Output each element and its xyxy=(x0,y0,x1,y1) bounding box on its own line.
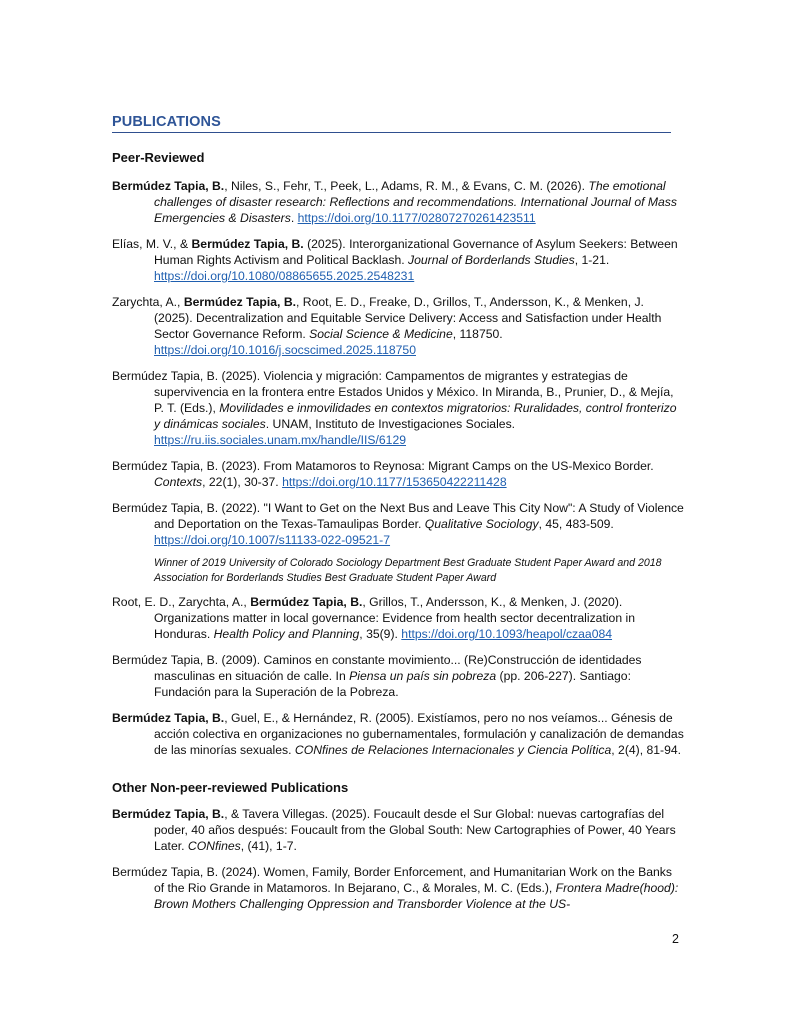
page-number: 2 xyxy=(672,932,679,946)
other-publications-list xyxy=(112,806,684,922)
citation-details: . UNAM, Instituto de Investigaciones Sociales. xyxy=(265,417,516,431)
citation-entry xyxy=(112,710,684,758)
highlighted-author: Bermúdez Tapia, B. xyxy=(112,807,225,821)
other-publications-heading: Other Non-peer-reviewed Publications xyxy=(112,780,349,795)
citation-details: , 35(9). xyxy=(359,627,402,641)
citation-details: , 1-21. xyxy=(574,253,610,267)
doi-link[interactable]: https://doi.org/10.1080/08865655.2025.2548231 xyxy=(154,269,415,283)
citation-authors: Zarychta, A., xyxy=(112,295,184,309)
peer-reviewed-list xyxy=(112,178,684,768)
citation-details: , 2(4), 81-94. xyxy=(611,743,682,757)
citation-authors: Root, E. D., Zarychta, A., xyxy=(112,595,251,609)
citation-details: , 45, 483-509. xyxy=(538,517,614,531)
citation-entry xyxy=(112,294,684,358)
citation-entry xyxy=(112,500,684,548)
citation-text: , Root, E. D., Freake, D., Grillos, T., Andersson, K., & Menken, J. (2025). Decentralization and Equitable Service Delivery: Access and Satisfaction under Health Sector Governance Reform. xyxy=(154,295,662,341)
publications-header xyxy=(112,113,671,133)
doi-link[interactable]: https://doi.org/10.1016/j.socscimed.2025.118750 xyxy=(154,343,416,357)
citation-text: Bermúdez Tapia, B. (2009). Caminos en constante movimiento... (Re)Construcción de identidades masculinas en situación de calle. In xyxy=(112,653,642,683)
citation-entry xyxy=(112,236,684,284)
citation-source: Piensa un país sin pobreza xyxy=(349,669,497,683)
citation-entry xyxy=(112,806,684,854)
highlighted-author: Bermúdez Tapia, B. xyxy=(183,295,297,309)
citation-source: Contexts xyxy=(154,475,203,489)
doi-link[interactable]: https://ru.iis.sociales.unam.mx/handle/IIS/6129 xyxy=(154,433,407,447)
citation-source: Movilidades e inmovilidades en contextos migratorios: Ruralidades, control fronterizo y dinámicas sociales xyxy=(154,401,677,431)
citation-entry xyxy=(112,864,684,912)
citation-details: , (41), 1-7. xyxy=(240,839,297,853)
citation-details: , 22(1), 30-37. xyxy=(202,475,283,489)
citation-details: . xyxy=(290,211,298,225)
citation-text: , Guel, E., & Hernández, R. (2005). Existíamos, pero no nos veíamos... Génesis de acción colectiva en organizaciones no gubernamentales, formulación y canalización de demandas de las minorías sexuales. xyxy=(154,711,684,757)
citation-authors: Elías, M. V., & xyxy=(112,237,192,251)
citation-source: Health Policy and Planning xyxy=(213,627,360,641)
citation-text: Bermúdez Tapia, B. (2025). Violencia y migración: Campamentos de migrantes y estrategias de supervivencia en la frontera entre Estados Unidos y México. In Miranda, B., Prunier, D., & Mejía, P. T. (Eds.), xyxy=(112,369,674,415)
citation-source: CONfines xyxy=(187,839,241,853)
highlighted-author: Bermúdez Tapia, B. xyxy=(112,179,225,193)
citation-entry xyxy=(112,458,684,490)
citation-source: Journal of Borderlands Studies xyxy=(408,253,575,267)
citation-entry xyxy=(112,178,684,226)
doi-link[interactable]: https://doi.org/10.1177/153650422211428 xyxy=(282,475,507,489)
highlighted-author: Bermúdez Tapia, B. xyxy=(112,711,225,725)
citation-source: CONfines de Relaciones Internacionales y Ciencia Política xyxy=(294,743,612,757)
citation-text: Bermúdez Tapia, B. (2024). Women, Family, Border Enforcement, and Humanitarian Work on the Banks of the Rio Grande in Matamoros. In Bejarano, C., & Morales, M. C. (Eds.), xyxy=(112,865,672,895)
citation-text: , Niles, S., Fehr, T., Peek, L., Adams, R. M., & Evans, C. M. (2026). xyxy=(224,179,589,193)
section-title: PUBLICATIONS xyxy=(112,114,221,130)
citation-text: Bermúdez Tapia, B. (2022). "I Want to Get on the Next Bus and Leave This City Now": A Study of Violence and Deportation on the Texas-Tamaulipas Border. xyxy=(112,501,684,531)
citation-source: Qualitative Sociology xyxy=(424,517,539,531)
doi-link[interactable]: https://doi.org/10.1177/02807270261423511 xyxy=(297,211,536,225)
highlighted-author: Bermúdez Tapia, B. xyxy=(250,595,363,609)
citation-text: , & Tavera Villegas. (2025). Foucault desde el Sur Global: nuevas cartografías del poder, 40 años después: Foucault from the Global South: New Cartographies of Power, 40 Years Later. xyxy=(154,807,676,853)
citation-source: The emotional challenges of disaster research: Reflections and recommendations. International Journal of Mass Emergencies & Disasters xyxy=(154,179,677,225)
citation-source: Frontera Madre(hood): Brown Mothers Challenging Oppression and Transborder Violence at the US- xyxy=(154,881,679,911)
citation-text: Bermúdez Tapia, B. (2023). From Matamoros to Reynosa: Migrant Camps on the US-Mexico Border. xyxy=(112,459,654,473)
highlighted-author: Bermúdez Tapia, B. xyxy=(191,237,304,251)
citation-source: Social Science & Medicine xyxy=(309,327,453,341)
citation-text: , Grillos, T., Andersson, K., & Menken, J. (2020). Organizations matter in local governance: Evidence from health sector decentralization in Honduras. xyxy=(154,595,635,641)
citation-entry xyxy=(112,368,684,448)
citation-entry xyxy=(112,594,684,642)
citation-details: , 118750. xyxy=(452,327,503,341)
citation-entry xyxy=(112,652,684,700)
award-note: Winner of 2019 University of Colorado Sociology Department Best Graduate Student Paper Award and 2018 Association for Borderlands Studies Best Graduate Student Paper Award xyxy=(154,557,662,584)
citation-text: (2025). Interorganizational Governance of Asylum Seekers: Between Human Rights Activism and Political Backlash. xyxy=(154,237,678,267)
citation-details: (pp. 206-227). Santiago: Fundación para la Superación de la Pobreza. xyxy=(154,669,631,699)
doi-link[interactable]: https://doi.org/10.1007/s11133-022-09521-7 xyxy=(154,533,391,547)
peer-reviewed-heading: Peer-Reviewed xyxy=(112,150,205,165)
doi-link[interactable]: https://doi.org/10.1093/heapol/czaa084 xyxy=(401,627,613,641)
